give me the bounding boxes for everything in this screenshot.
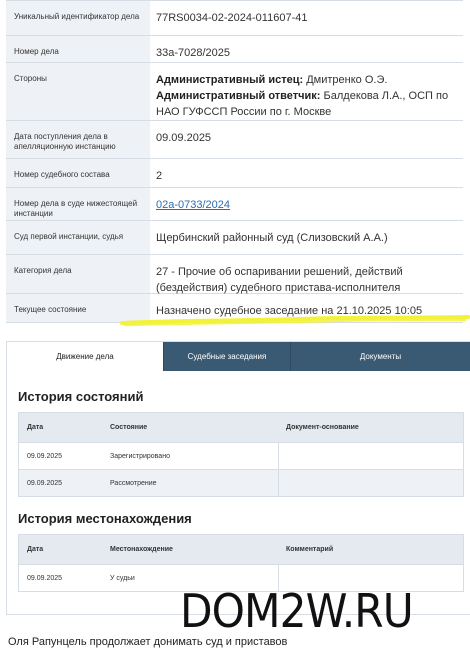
- lower-court-label: Номер дела в суде нижестоящей инстанции: [6, 188, 150, 220]
- case-movement-panel: [6, 341, 470, 615]
- tab-movement[interactable]: Движение дела: [7, 342, 163, 371]
- row-uid: [6, 1, 463, 36]
- first-court-label: Суд первой инстанции, судья: [6, 221, 150, 254]
- cell-document: [278, 443, 463, 469]
- parties-label: Стороны: [6, 63, 150, 120]
- watermark-logo: DOM2W.RU: [180, 584, 413, 638]
- table-header: [19, 535, 463, 564]
- table-header: [19, 413, 463, 442]
- col-comment: Комментарий: [286, 546, 334, 553]
- highlight-underline: [120, 314, 470, 328]
- category-label: Категория дела: [6, 255, 150, 293]
- cell-location: У судьи: [110, 574, 135, 582]
- plaintiff: [156, 73, 457, 89]
- state-history-table: [18, 412, 464, 497]
- first-court-value: Щербинский районный суд (Слизовский А.А.): [156, 232, 388, 244]
- col-date: Дата: [27, 546, 44, 553]
- state-label: Текущее состояние: [6, 294, 150, 322]
- col-state: Состояние: [110, 424, 148, 431]
- lower-court-case-link[interactable]: 02а-0733/2024: [156, 199, 231, 211]
- cell-document: [278, 470, 463, 496]
- col-document: Документ-основание: [286, 424, 359, 431]
- row-lower-court-case: [6, 188, 463, 221]
- parties-value: [150, 63, 463, 120]
- tab-sessions[interactable]: Судебные заседания: [163, 342, 290, 371]
- tab-documents[interactable]: Документы: [290, 342, 470, 371]
- uid-value: 77RS0034-02-2024-011607-41: [156, 12, 308, 24]
- tab-bar: [7, 342, 470, 371]
- row-first-court: [6, 221, 463, 255]
- uid-label: Уникальный идентификатор дела: [6, 1, 150, 35]
- cell-date: 09.09.2025: [27, 452, 63, 460]
- defendant-name: Балдекова Л.А., ОСП по НАО ГУФССП России по г. Москве: [156, 89, 449, 118]
- state-history-title: История состояний: [18, 389, 144, 404]
- cell-state: Зарегистрировано: [110, 452, 170, 460]
- cell-date: 09.09.2025: [27, 479, 63, 487]
- case-number-label: Номер дела: [6, 36, 150, 62]
- composition-value: 2: [156, 170, 163, 182]
- table-row: [19, 442, 463, 469]
- state-value: Назначено судебное заседание на 21.10.2025 10:05: [156, 305, 423, 317]
- row-composition: [6, 159, 463, 188]
- plaintiff-role: Административный истец:: [156, 74, 304, 86]
- case-info-table: [6, 0, 463, 323]
- caption-text: Оля Рапунцель продолжает донимать суд и приставов: [8, 636, 288, 648]
- row-category: [6, 255, 463, 294]
- row-case-number: [6, 36, 463, 63]
- cell-state: Рассмотрение: [110, 479, 157, 487]
- case-number-value: 33а-7028/2025: [156, 47, 231, 59]
- lower-court-cell: [150, 188, 463, 220]
- plaintiff-name: Дмитренко О.Э.: [303, 74, 388, 86]
- composition-label: Номер судебного состава: [6, 159, 150, 187]
- defendant-role: Административный ответчик:: [156, 89, 321, 102]
- row-received-date: [6, 121, 463, 159]
- category-value: 27 - Прочие об оспаривании решений, действий (бездействия) судебного пристава-исполнителя: [156, 266, 403, 294]
- col-location: Местонахождение: [110, 546, 173, 553]
- received-value: 09.09.2025: [156, 132, 212, 144]
- received-label: Дата поступления дела в апелляционную инстанцию: [6, 121, 150, 158]
- row-parties: [6, 63, 463, 121]
- table-row: [19, 469, 463, 496]
- defendant: [156, 89, 457, 121]
- cell-date: 09.09.2025: [27, 574, 63, 582]
- location-history-title: История местонахождения: [18, 511, 192, 526]
- col-date: Дата: [27, 424, 44, 431]
